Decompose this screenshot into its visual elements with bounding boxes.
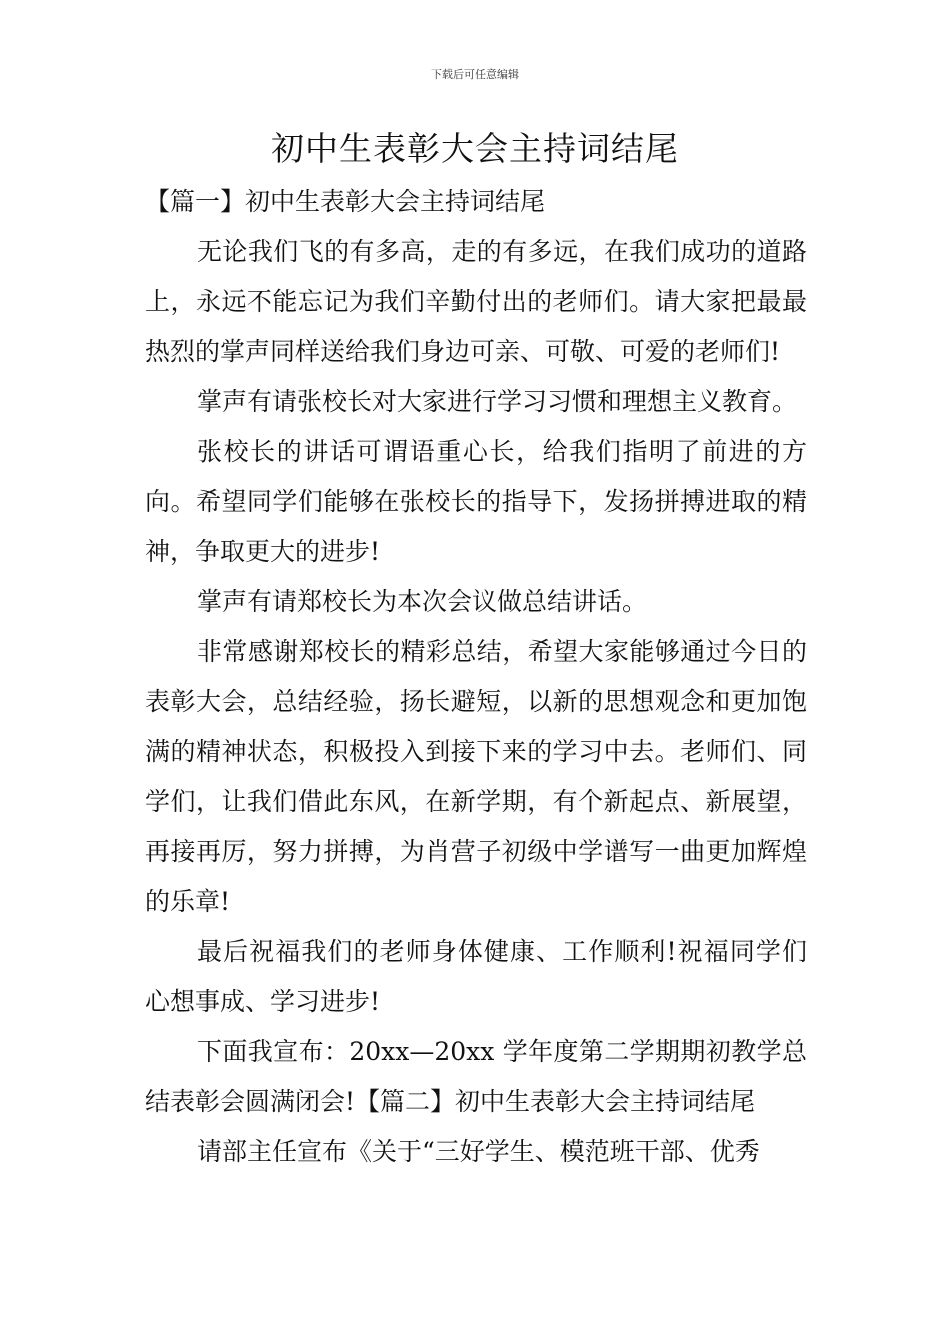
paragraph: 无论我们飞的有多高，走的有多远，在我们成功的道路上，永远不能忘记为我们辛勤付出的老师们。请大家把最最热烈的掌声同样送给我们身边可亲、可敬、可爱的老师们! <box>145 237 807 366</box>
paragraph: 请部主任宣布《关于“三好学生、模范班干部、优秀 <box>197 1137 760 1166</box>
paragraph: 掌声有请郑校长为本次会议做总结讲话。 <box>197 587 648 616</box>
document-body <box>145 177 807 1177</box>
paragraph: 张校长的讲话可谓语重心长，给我们指明了前进的方向。希望同学们能够在张校长的指导下，发扬拼搏进取的精神，争取更大的进步! <box>145 437 807 566</box>
section-heading: 【篇一】初中生表彰大会主持词结尾 <box>145 187 546 216</box>
paragraph: 非常感谢郑校长的精彩总结，希望大家能够通过今日的表彰大会，总结经验，扬长避短，以新的思想观念和更加饱满的精神状态，积极投入到接下来的学习中去。老师们、同学们，让我们借此东风，在新学期，有个新起点、新展望，再接再厉，努力拼搏，为肖营子初级中学谱写一曲更加辉煌的乐章! <box>145 637 807 916</box>
paragraph: 掌声有请张校长对大家进行学习习惯和理想主义教育。 <box>197 387 798 416</box>
document-title: 初中生表彰大会主持词结尾 <box>271 129 679 168</box>
paragraph: 最后祝福我们的老师身体健康、工作顺利!祝福同学们心想事成、学习进步! <box>145 937 807 1016</box>
header-note: 下载后可任意编辑 <box>431 68 519 81</box>
paragraph: 下面我宣布：20xx—20xx 学年度第二学期期初教学总结表彰会圆满闭会!【篇二】初中生表彰大会主持词结尾 <box>145 1037 807 1116</box>
